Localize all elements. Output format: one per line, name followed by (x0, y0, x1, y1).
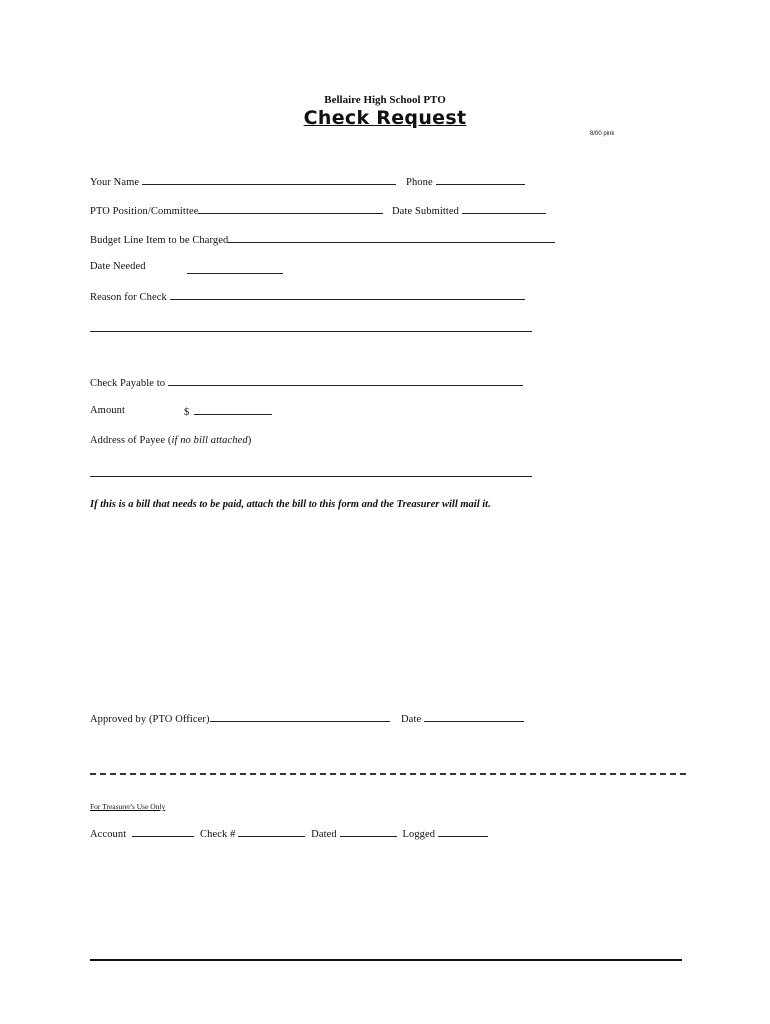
logged-field[interactable] (438, 827, 488, 837)
treasurer-fields-row (90, 827, 488, 840)
currency-symbol: $ (184, 407, 190, 418)
your-name-row (90, 175, 396, 188)
date-submitted-label: Date Submitted (392, 206, 460, 217)
payable-to-row (90, 376, 523, 389)
reason-field[interactable] (170, 290, 525, 300)
your-name-label: Your Name (90, 177, 140, 188)
reason-row (90, 290, 525, 303)
organization-name: Bellaire High School PTO (324, 94, 446, 106)
footer-rule (90, 959, 682, 961)
approval-date-field[interactable] (424, 712, 524, 722)
date-submitted-row (392, 204, 546, 217)
position-label: PTO Position/Committee (90, 206, 199, 217)
check-number-field[interactable] (238, 827, 305, 837)
approval-date-label: Date (401, 714, 422, 725)
reason-label: Reason for Check (90, 292, 167, 303)
date-submitted-field[interactable] (462, 204, 546, 214)
dated-field[interactable] (340, 827, 397, 837)
treasurer-section-heading: For Treasurer's Use Only (90, 802, 166, 811)
cut-line-divider (90, 773, 686, 775)
dated-label: Dated (311, 829, 337, 840)
payable-to-label: Check Payable to (90, 378, 166, 389)
budget-line-label: Budget Line Item to be Charged (90, 235, 229, 246)
approved-by-label: Approved by (PTO Officer) (90, 714, 210, 725)
amount-label: Amount (90, 405, 126, 416)
address-note: if no bill attached (171, 435, 248, 446)
amount-row (184, 405, 272, 418)
address-row (90, 435, 251, 446)
logged-label: Logged (402, 829, 436, 840)
account-field[interactable] (132, 827, 194, 837)
date-needed-label: Date Needed (90, 261, 146, 272)
position-row (90, 204, 383, 217)
version-note: 8/00 pink (590, 131, 615, 137)
address-note-close: ) (247, 435, 252, 446)
date-needed-field[interactable] (187, 273, 283, 274)
form-title: Check Request (303, 107, 467, 129)
phone-row (406, 175, 525, 188)
check-number-label: Check # (200, 829, 236, 840)
approved-by-field[interactable] (210, 712, 390, 722)
address-field[interactable] (90, 476, 532, 477)
amount-field[interactable] (194, 405, 272, 415)
approved-by-row (90, 712, 390, 725)
phone-field[interactable] (436, 175, 525, 185)
approval-date-row (401, 712, 524, 725)
budget-line-field[interactable] (228, 233, 555, 243)
position-field[interactable] (198, 204, 383, 214)
budget-line-row (90, 233, 555, 246)
reason-field-continued[interactable] (90, 331, 532, 332)
address-note-open: ( (167, 435, 172, 446)
payable-to-field[interactable] (168, 376, 523, 386)
phone-label: Phone (406, 177, 433, 188)
bill-notice: If this is a bill that needs to be paid, attach the bill to this form and the Treasurer will mail it. (90, 499, 491, 510)
address-label: Address of Payee (90, 435, 166, 446)
your-name-field[interactable] (142, 175, 396, 185)
account-label: Account (90, 829, 127, 840)
